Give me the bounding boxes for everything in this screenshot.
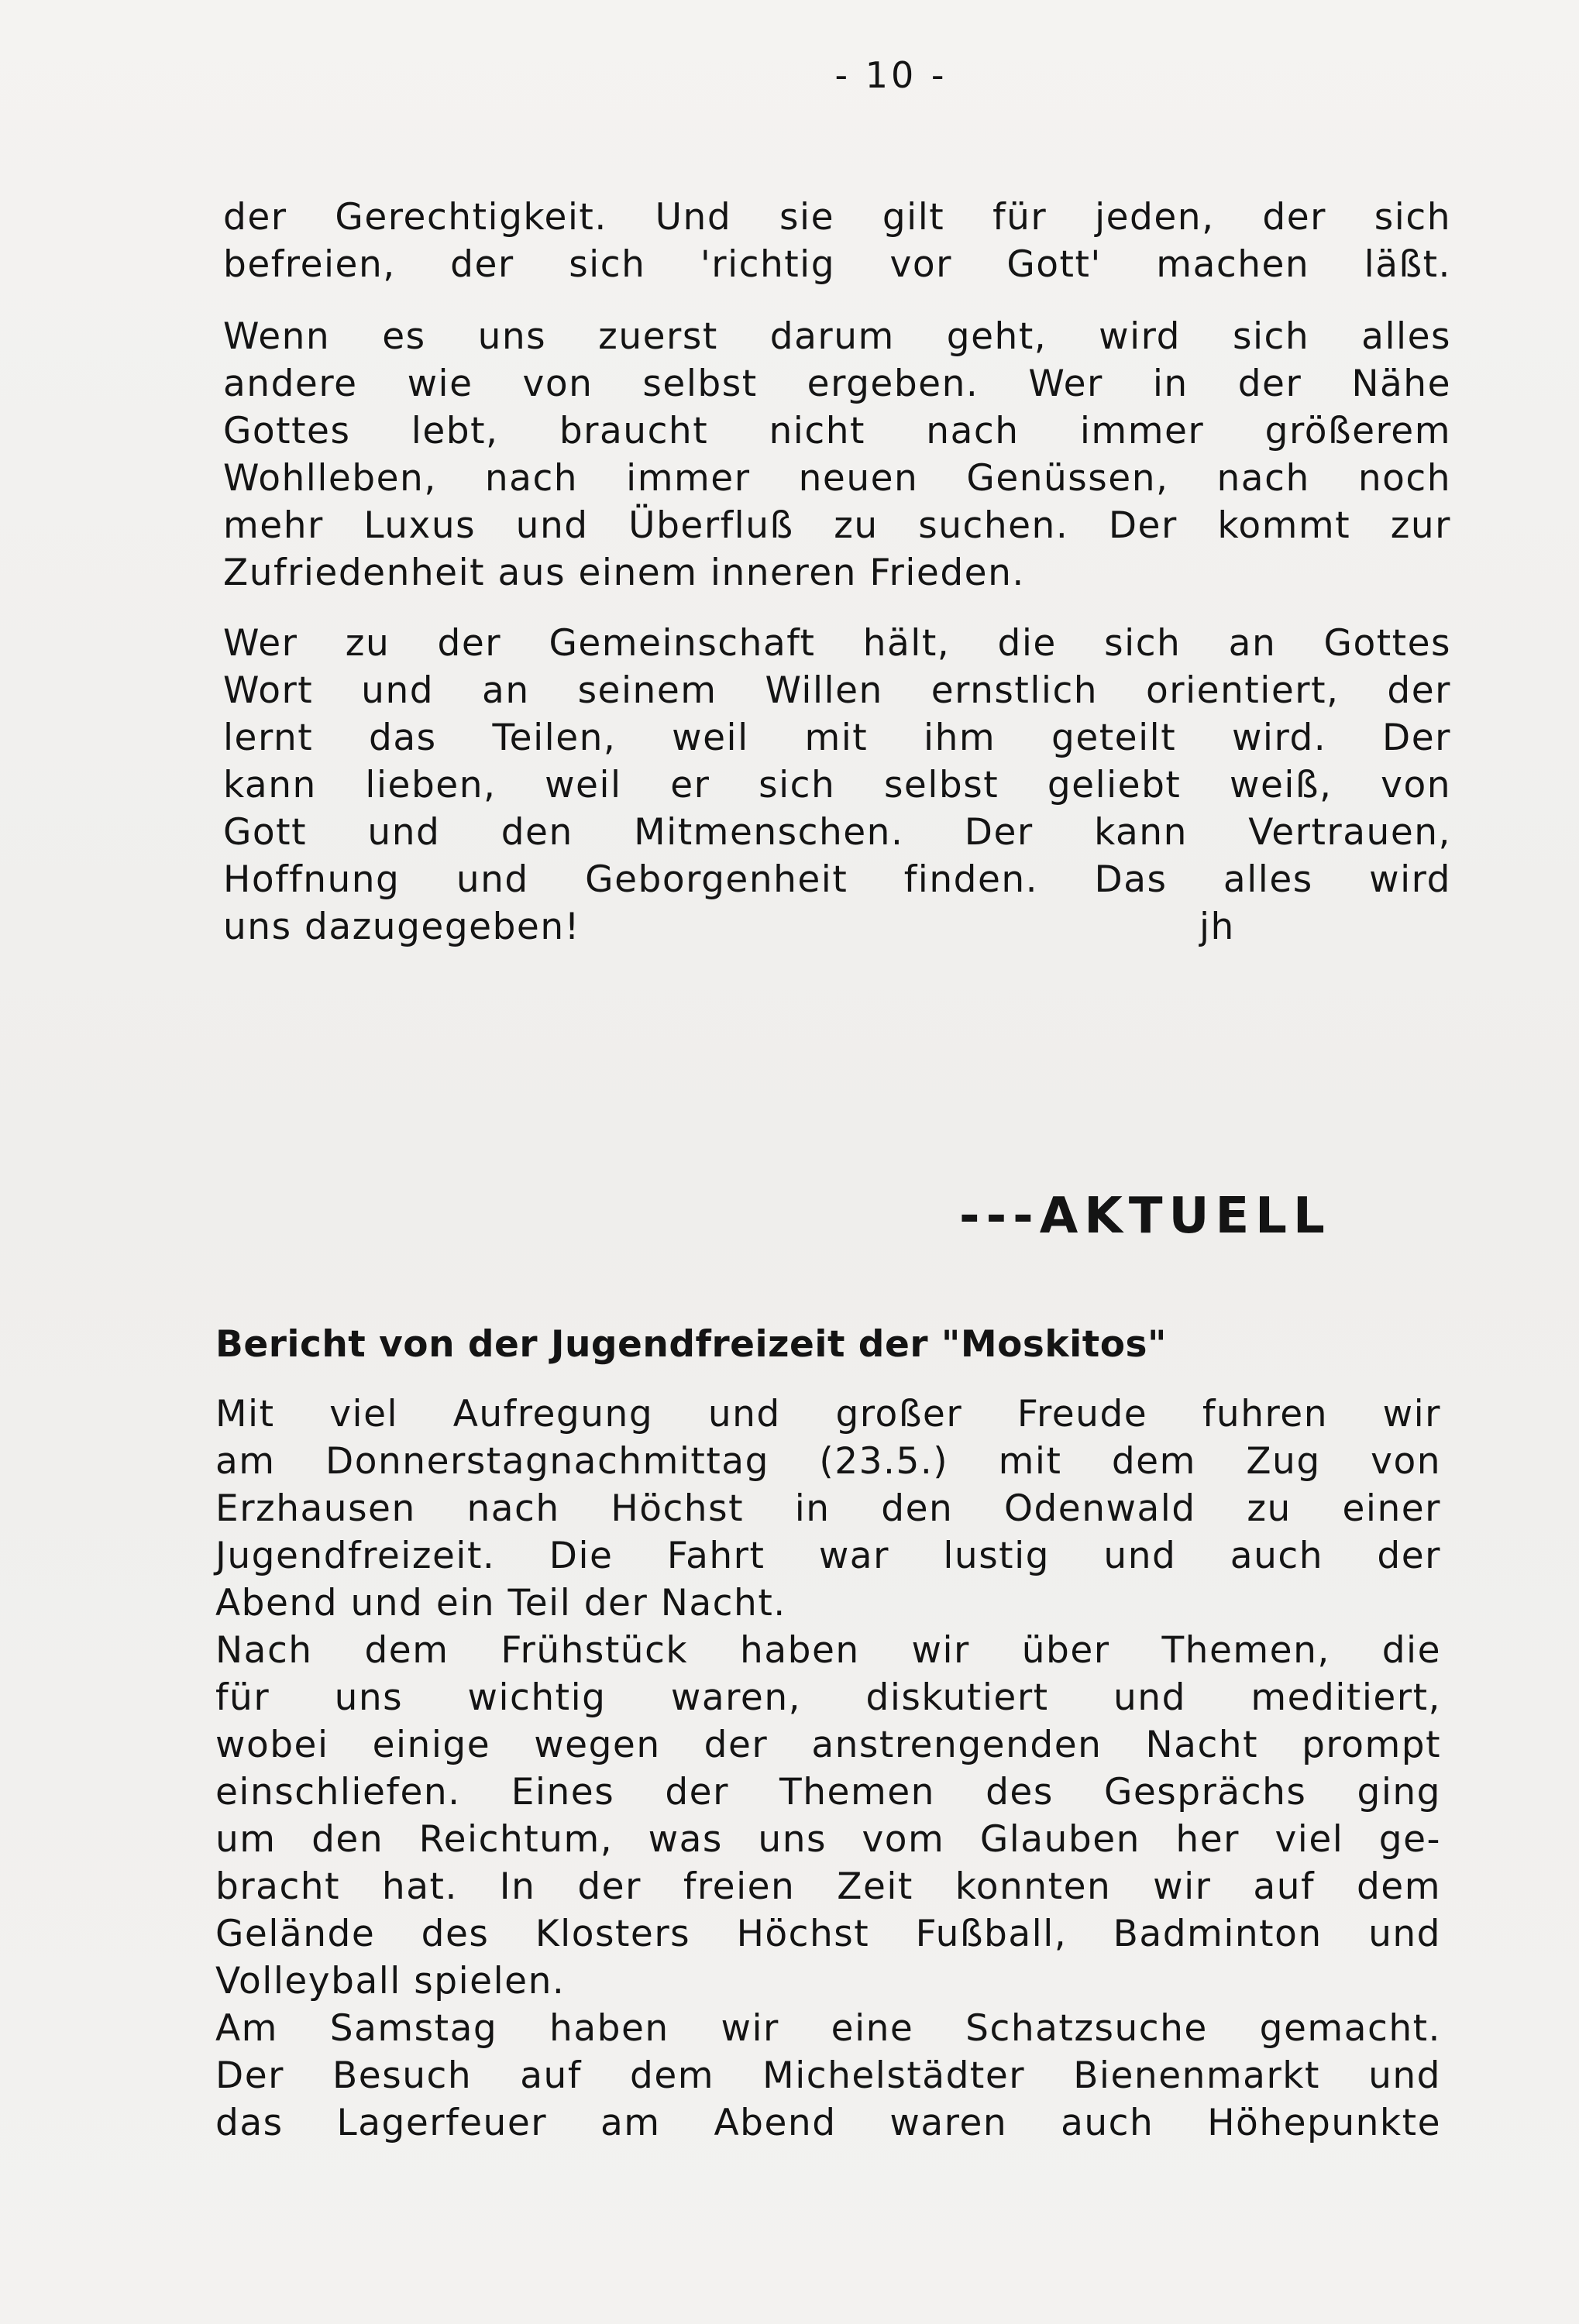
text-line: kann lieben, weil er sich selbst geliebt weiß, von: [223, 764, 1451, 806]
text-line: Am Samstag haben wir eine Schatzsuche gemacht.: [215, 2007, 1441, 2050]
paragraph-2: [223, 313, 1451, 596]
text-line: Wer zu der Gemeinschaft hält, die sich an Gottes: [223, 622, 1451, 665]
text-line: um den Reichtum, was uns vom Glauben her viel ge-: [215, 1818, 1441, 1861]
paragraph-1: [223, 194, 1451, 288]
section-heading: ---AKTUELL: [959, 1188, 1331, 1245]
article-title: Bericht von der Jugendfreizeit der "Moskitos": [215, 1323, 1167, 1366]
text-line: für uns wichtig waren, diskutiert und meditiert,: [215, 1676, 1441, 1719]
text-line: Gott und den Mitmenschen. Der kann Vertrauen,: [223, 811, 1451, 854]
text-line: Wenn es uns zuerst darum geht, wird sich alles: [223, 315, 1451, 358]
text-line: andere wie von selbst ergeben. Wer in der Nähe: [223, 363, 1451, 405]
text-line: Wohlleben, nach immer neuen Genüssen, nach noch: [223, 457, 1451, 500]
text-line: Volleyball spielen.: [215, 1960, 566, 2003]
text-line: wobei einige wegen der anstrengenden Nacht prompt: [215, 1724, 1441, 1766]
text-line: Jugendfreizeit. Die Fahrt war lustig und auch der: [215, 1535, 1441, 1577]
text-line: das Lagerfeuer am Abend waren auch Höhepunkte: [215, 2102, 1441, 2144]
signoff-line: [223, 903, 1451, 951]
text-line: Der Besuch auf dem Michelstädter Bienenmarkt und: [215, 2054, 1441, 2097]
closing-text: uns dazugegeben!: [223, 906, 580, 948]
text-line: Zufriedenheit aus einem inneren Frieden.: [223, 552, 1025, 594]
article-body: [215, 1391, 1441, 2147]
text-line: am Donnerstagnachmittag (23.5.) mit dem Zug von: [215, 1440, 1441, 1483]
paragraph-3: [223, 620, 1451, 951]
text-line: Abend und ein Teil der Nacht.: [215, 1582, 786, 1624]
text-line: der Gerechtigkeit. Und sie gilt für jeden, der sich: [223, 196, 1451, 239]
text-line: mehr Luxus und Überfluß zu suchen. Der kommt zur: [223, 504, 1451, 547]
text-line: Erzhausen nach Höchst in den Odenwald zu einer: [215, 1487, 1441, 1530]
text-line: befreien, der sich 'richtig vor Gott' machen läßt.: [223, 243, 1451, 286]
page-number: - 10 -: [834, 54, 948, 96]
text-line: bracht hat. In der freien Zeit konnten wir auf dem: [215, 1865, 1441, 1908]
text-line: einschliefen. Eines der Themen des Gesprächs ging: [215, 1771, 1441, 1813]
text-line: Hoffnung und Geborgenheit finden. Das alles wird: [223, 858, 1451, 901]
author-signature: jh: [1199, 906, 1235, 948]
text-line: Wort und an seinem Willen ernstlich orientiert, der: [223, 669, 1451, 712]
text-line: lernt das Teilen, weil mit ihm geteilt wird. Der: [223, 717, 1451, 759]
text-line: Nach dem Frühstück haben wir über Themen, die: [215, 1629, 1441, 1672]
text-line: Gelände des Klosters Höchst Fußball, Badminton und: [215, 1913, 1441, 1955]
text-line: Gottes lebt, braucht nicht nach immer größerem: [223, 410, 1451, 452]
text-line: Mit viel Aufregung und großer Freude fuhren wir: [215, 1393, 1441, 1435]
